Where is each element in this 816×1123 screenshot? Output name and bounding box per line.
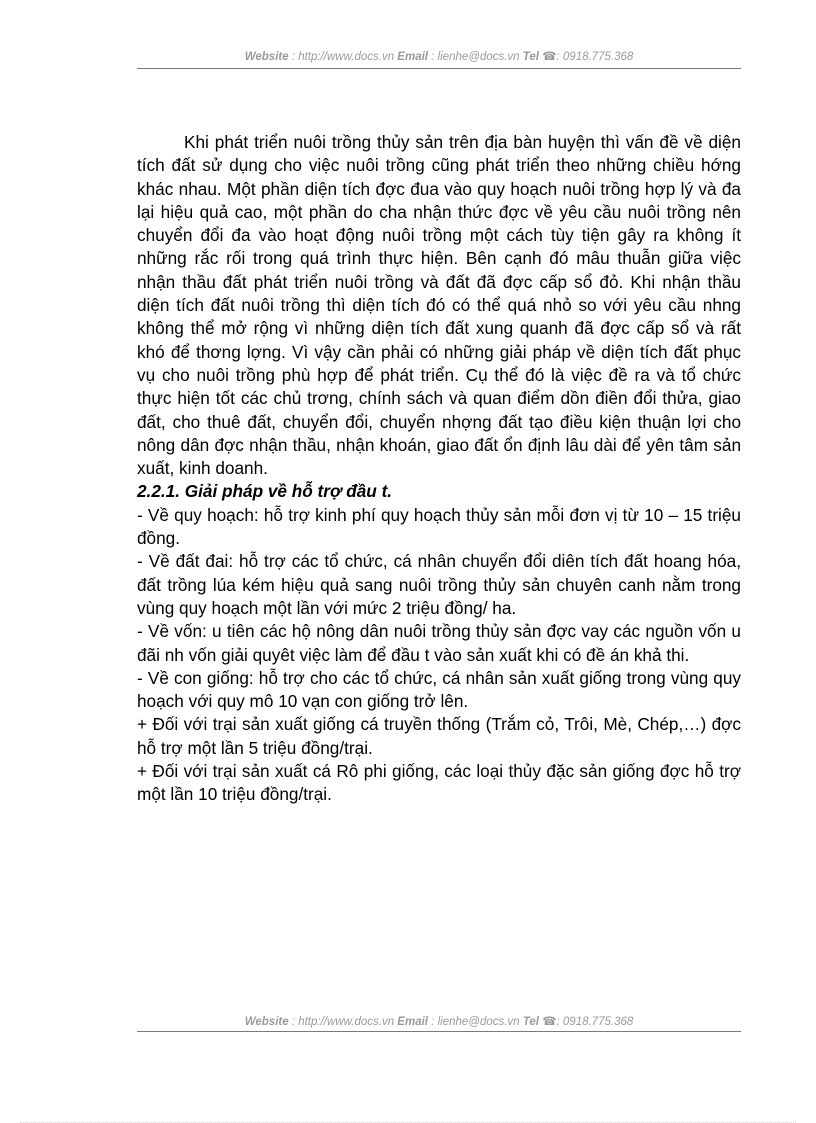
header-email-sep: :	[427, 51, 438, 63]
list-item-seed-stock: - Về con giống: hỗ trợ cho các tổ chức, cá nhân sản xuất giống trong vùng quy hoạch với quy mô 10 vạn con giống trở lên.	[137, 667, 741, 712]
header-tel-label: Tel	[522, 51, 539, 63]
list-item-traditional-hatchery: + Đối với trại sản xuất giống cá truyền thống (Trắm cỏ, Trôi, Mè, Chép,…) đợc hỗ trợ một lần 5 triệu đồng/trại.	[137, 714, 741, 758]
list-item-land: - Về đất đai: hỗ trợ các tổ chức, cá nhân chuyển đổi diên tích đất hoang hóa, đất trồng lúa kém hiệu quả sang nuôi trồng thủy sản chuyên canh nằm trong vùng quy hoạch một lần với mức 2 triệu đồng/ ha.	[137, 551, 741, 618]
footer-tel-value: : 0918.775.368	[556, 1016, 634, 1028]
header-email-label: Email	[397, 51, 428, 63]
header-website-link[interactable]: http://www.docs.vn	[298, 51, 395, 63]
footer-email-sep: :	[427, 1016, 438, 1028]
footer-tel-label: Tel	[522, 1016, 539, 1028]
phone-icon: ☎	[542, 51, 557, 63]
header-website-sep: :	[288, 51, 299, 63]
page-header	[137, 49, 741, 63]
list-item-planning: - Về quy hoạch: hỗ trợ kinh phí quy hoạch thủy sản mỗi đơn vị từ 10 – 15 triệu đồng.	[137, 504, 741, 549]
footer-divider	[137, 1031, 741, 1032]
page-footer	[137, 1014, 741, 1028]
phone-icon: ☎	[542, 1016, 557, 1028]
footer-email-label: Email	[397, 1016, 428, 1028]
document-body	[137, 131, 741, 807]
header-divider	[137, 68, 741, 69]
list-item-tilapia-hatchery: + Đối với trại sản xuất cá Rô phi giống, các loại thủy đặc sản giống đợc hỗ trợ một lần 10 triệu đồng/trại.	[137, 761, 741, 805]
footer-website-link[interactable]: http://www.docs.vn	[298, 1016, 395, 1028]
section-heading: 2.2.1. Giải pháp về hỗ trợ đầu t.	[137, 481, 393, 502]
footer-email-link[interactable]: lienhe@docs.vn	[437, 1016, 520, 1028]
intro-paragraph: Khi phát triển nuôi trồng thủy sản trên địa bàn huyện thì vấn đề về diện tích đất sử dụng cho việc nuôi trồng cũng phát triển theo những chiều hớng khác nhau. Một phần diện tích đợc đua vào quy hoạch nuôi trồng hợp lý và đa lại hiệu quả cao, một phần do cha nhận thức đợc về yêu cầu nuôi trồng nên chuyển đổi đa vào hoạt động nuôi trồng một cách tùy tiện gây ra không ít những rắc rối trong quá trình thực hiện. Bên cạnh đó mâu thuẫn giữa việc nhận thầu đất phát triển nuôi trồng và đất đã đợc cấp sổ đỏ. Khi nhận thầu diện tích đất nuôi trồng thì diện tích đó có thể quá nhỏ so với yêu cầu nhng không thể mở rộng vì những diện tích đất xung quanh đã đợc cấp sổ và rất khó để thơng lợng. Vì vậy cần phải có những giải pháp về diện tích đất phục vụ cho nuôi trồng phù hợp để phát triển. Cụ thể đó là việc đề ra và tổ chức thực hiện tốt các chủ trơng, chính sách và quan điểm dồn điền đổi thửa, giao đất, cho thuê đất, chuyển đổi, chuyển nhợng đất tạo điều kiện thuận lợi cho nông dân đợc nhận thầu, nhận khoán, giao đất ổn định lâu dài để yên tâm sản xuất, kinh doanh.	[137, 132, 741, 479]
header-tel-value: : 0918.775.368	[556, 51, 634, 63]
footer-website-label: Website	[244, 1016, 289, 1028]
header-website-label: Website	[244, 51, 289, 63]
header-email-link[interactable]: lienhe@docs.vn	[437, 51, 520, 63]
footer-website-sep: :	[288, 1016, 299, 1028]
list-item-capital: - Về vốn: u tiên các hộ nông dân nuôi trồng thủy sản đợc vay các nguồn vốn u đãi nh vốn giải quyêt việc làm để đầu t vào sản xuất khi có đề án khả thi.	[137, 621, 741, 665]
